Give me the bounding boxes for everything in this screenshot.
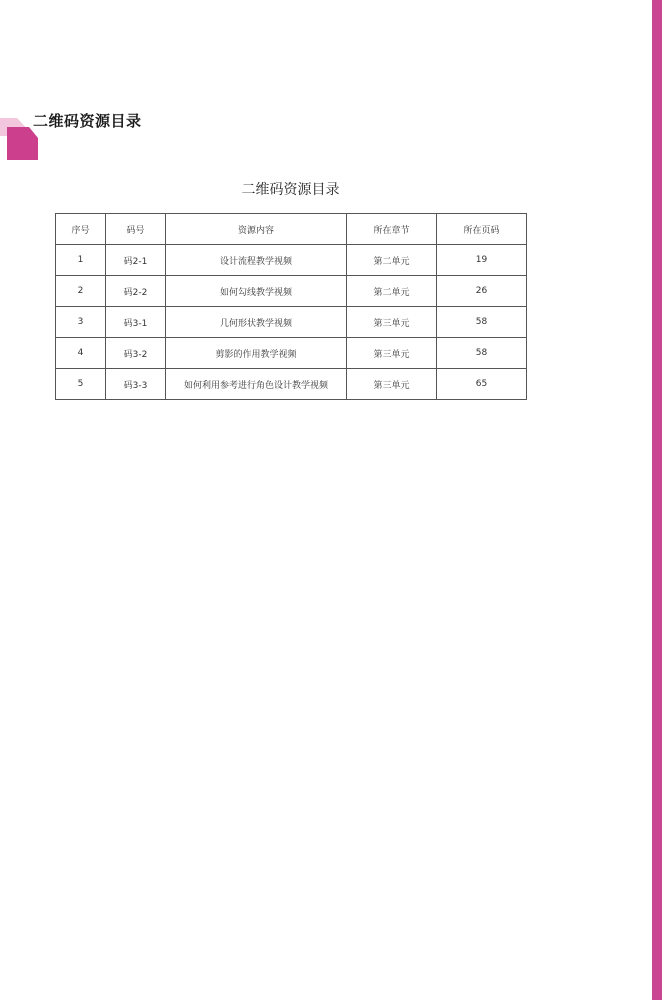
section-header [0, 112, 200, 162]
header-chapter: 所在章节 [347, 214, 437, 245]
cell-chapter: 第三单元 [347, 338, 437, 369]
cell-index: 3 [56, 307, 106, 338]
table-row [56, 307, 527, 338]
header-code: 码号 [106, 214, 166, 245]
cell-resource-content: 如何勾线教学视频 [166, 276, 347, 307]
table-caption: 二维码资源目录 [241, 182, 340, 198]
header-page: 所在页码 [437, 214, 527, 245]
cell-chapter: 第三单元 [347, 369, 437, 400]
qr-resource-table [55, 213, 527, 400]
cell-index: 2 [56, 276, 106, 307]
cell-code: 码2-2 [106, 276, 166, 307]
cell-page: 19 [437, 245, 527, 276]
table-row [56, 338, 527, 369]
cell-page: 26 [437, 276, 527, 307]
table-header-row [56, 214, 527, 245]
table-row [56, 369, 527, 400]
page-edge-color-band [652, 0, 662, 1000]
table-row [56, 245, 527, 276]
cell-page: 58 [437, 338, 527, 369]
cell-index: 1 [56, 245, 106, 276]
cell-chapter: 第三单元 [347, 307, 437, 338]
table-row [56, 276, 527, 307]
cell-resource-content: 如何利用参考进行角色设计教学视频 [166, 369, 347, 400]
header-index: 序号 [56, 214, 106, 245]
section-title: 二维码资源目录 [33, 112, 142, 130]
cell-index: 5 [56, 369, 106, 400]
cell-page: 58 [437, 307, 527, 338]
cell-code: 码3-3 [106, 369, 166, 400]
cell-resource-content: 几何形状教学视频 [166, 307, 347, 338]
cell-chapter: 第二单元 [347, 245, 437, 276]
cell-chapter: 第二单元 [347, 276, 437, 307]
cell-code: 码2-1 [106, 245, 166, 276]
header-resource-content: 资源内容 [166, 214, 347, 245]
cell-code: 码3-1 [106, 307, 166, 338]
cell-resource-content: 设计流程教学视频 [166, 245, 347, 276]
cell-resource-content: 剪影的作用教学视频 [166, 338, 347, 369]
cell-index: 4 [56, 338, 106, 369]
cell-page: 65 [437, 369, 527, 400]
cell-code: 码3-2 [106, 338, 166, 369]
